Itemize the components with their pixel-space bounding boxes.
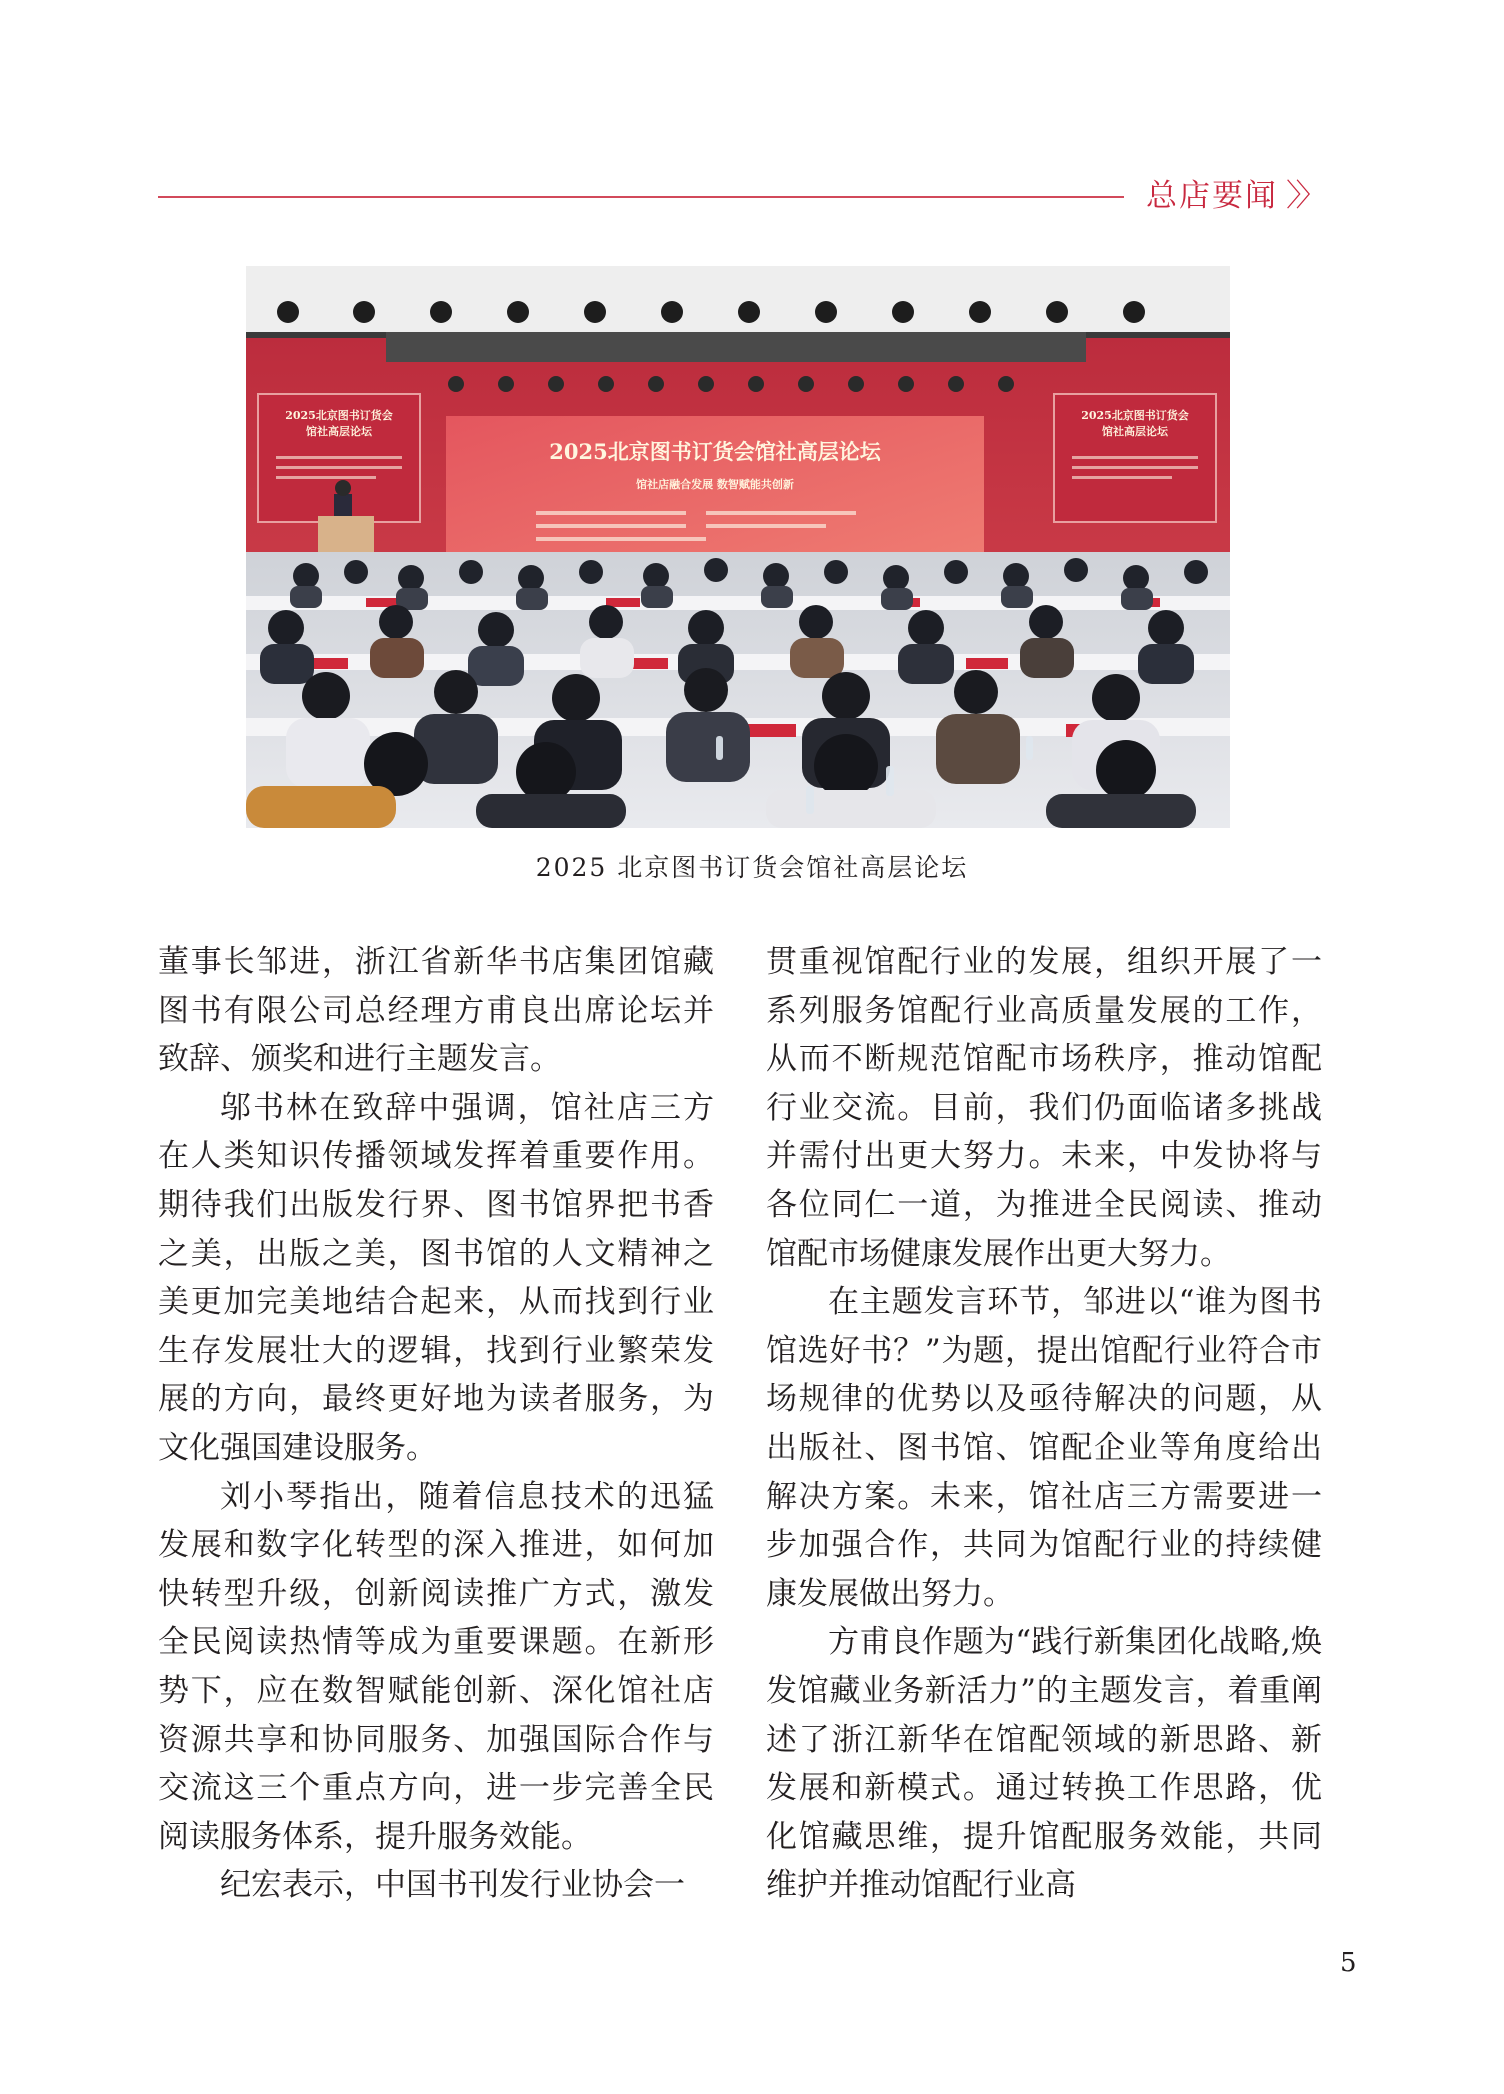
article-right-column <box>766 938 1322 1910</box>
paragraph: 方甫良作题为“践行新集团化战略,焕发馆藏业务新活力”的主题发言，着重阐述了浙江新华在馆配领域的新思路、新发展和新模式。通过转换工作思路，优化馆藏思维，提升馆配服务效能，共同维护并推动馆配行业高 <box>766 1624 1322 1904</box>
page-number: 5 <box>1340 1948 1357 1978</box>
stage-screen-title: 2025北京图书订货会馆社高层论坛 <box>549 439 881 464</box>
section-header <box>1146 174 1321 218</box>
paragraph: 纪宏表示，中国书刊发行业协会一 <box>220 1867 685 1904</box>
side-screen-left-title-1: 2025北京图书订货会 <box>285 409 393 422</box>
article-left-column <box>158 938 714 1910</box>
paragraph: 邬书林在致辞中强调，馆社店三方在人类知识传播领域发挥着重要作用。期待我们出版发行界、图书馆界把书香之美，出版之美，图书馆的人文精神之美更加完美地结合起来，从而找到行业生存发展壮大的逻辑，找到行业繁荣发展的方向，最终更好地为读者服务，为文化强国建设服务。 <box>158 1089 714 1466</box>
side-screen-left-title-2: 馆社高层论坛 <box>306 425 372 438</box>
side-screen-right-title-1: 2025北京图书订货会 <box>1081 409 1189 422</box>
paragraph: 董事长邹进，浙江省新华书店集团馆藏图书有限公司总经理方甫良出席论坛并致辞、颁奖和进行主题发言。 <box>158 944 714 1078</box>
figure-caption: 2025 北京图书订货会馆社高层论坛 <box>535 853 969 882</box>
stage-screen-subtitle: 馆社店融合发展 数智赋能共创新 <box>636 478 794 491</box>
forum-photo-illustration <box>246 266 1230 828</box>
side-screen-right-title-2: 馆社高层论坛 <box>1102 425 1168 438</box>
section-divider-line <box>158 196 1124 198</box>
forum-photo <box>246 266 1230 828</box>
paragraph: 贯重视馆配行业的发展，组织开展了一系列服务馆配行业高质量发展的工作，从而不断规范馆配市场秩序，推动馆配行业交流。目前，我们仍面临诸多挑战并需付出更大努力。未来，中发协将与各位同仁一道，为推进全民阅读、推动馆配市场健康发展作出更大努力。 <box>766 944 1322 1272</box>
section-title: 总店要闻 <box>1146 178 1278 214</box>
chevron-right-icon: 〉〉 <box>1286 178 1321 214</box>
paragraph: 在主题发言环节，邹进以“谁为图书馆选好书？”为题，提出馆配行业符合市场规律的优势以及亟待解决的问题，从出版社、图书馆、馆配企业等角度给出解决方案。未来，馆社店三方需要进一步加强合作，共同为馆配行业的持续健康发展做出努力。 <box>766 1284 1322 1612</box>
paragraph: 刘小琴指出，随着信息技术的迅猛发展和数字化转型的深入推进，如何加快转型升级，创新阅读推广方式，激发全民阅读热情等成为重要课题。在新形势下，应在数智赋能创新、深化馆社店资源共享和协同服务、加强国际合作与交流这三个重点方向，进一步完善全民阅读服务体系，提升服务效能。 <box>158 1478 714 1855</box>
